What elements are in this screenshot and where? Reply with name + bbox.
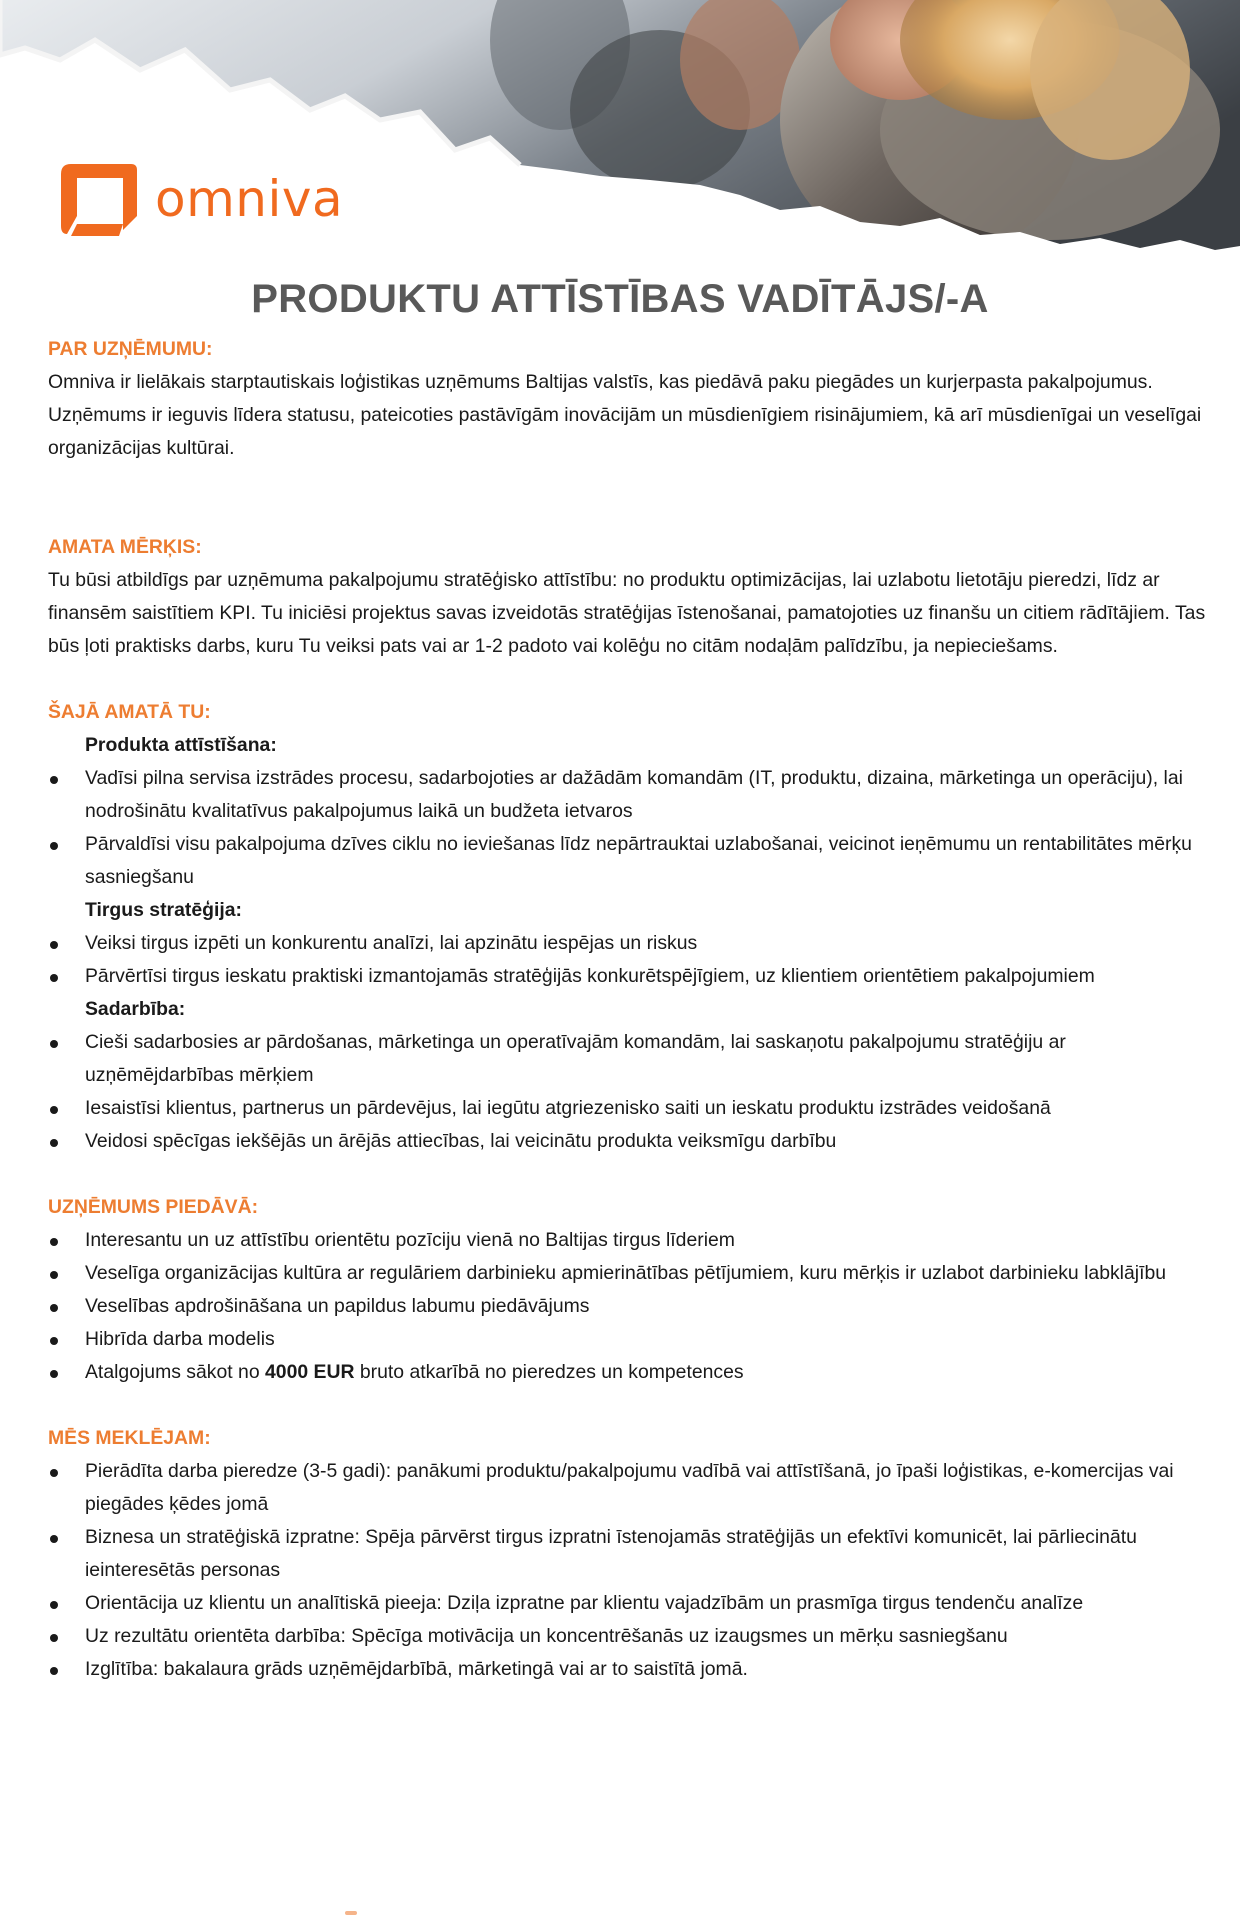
- brand-name: omniva: [155, 170, 344, 228]
- bullet-icon: [50, 1337, 58, 1345]
- list-item: [48, 1455, 1208, 1521]
- list-item: [48, 927, 1208, 960]
- about-heading: PAR UZŅĒMUMU:: [48, 338, 213, 360]
- list-item-text: Vadīsi pilna servisa izstrādes procesu, sadarbojoties ar dažādām komandām (IT, produktu, dizaina, mārketinga un operāciju), lai nodrošinātu kvalitatīvus pakalpojumus laikā un budžeta ietvaros: [85, 767, 1183, 822]
- list-item-text: Uz rezultātu orientēta darbība: Spēcīga motivācija un koncentrēšanās uz izaugsmes un mērķu sasniegšanu: [85, 1625, 1008, 1647]
- list-item-text: Biznesa un stratēģiskā izpratne: Spēja pārvērst tirgus izpratni īstenojamās stratēģijās un efektīvi komunicēt, lai pārliecinātu ieinteresētās personas: [85, 1526, 1137, 1581]
- about-section: [48, 333, 1208, 465]
- role-group-list: [48, 1026, 1208, 1158]
- list-item: [48, 1620, 1208, 1653]
- list-item: [48, 1521, 1208, 1587]
- list-item-text: Pārvaldīsi visu pakalpojuma dzīves ciklu no ieviešanas līdz nepārtrauktai uzlabošanai, veicinot ieņēmumu un rentabilitātes mērķu sasniegšanu: [85, 833, 1192, 888]
- job-description: [48, 333, 1208, 1686]
- list-item: [48, 828, 1208, 894]
- bullet-icon: [50, 1304, 58, 1312]
- bullet-icon: [50, 776, 58, 784]
- list-item-text: Veidosi spēcīgas iekšējās un ārējās attiecības, lai veicinātu produkta veiksmīgu darbību: [85, 1130, 837, 1152]
- goal-text: Tu būsi atbildīgs par uzņēmuma pakalpojumu stratēģisko attīstību: no produktu optimizācijas, lai uzlabotu lietotāju pieredzi, līdz ar finansēm saistītiem KPI. Tu iniciēsi projektus savas izveidotās stratēģijas īstenošanai, pamatojoties uz finanšu un citiem rādītājiem. Tas būs ļoti praktisks darbs, kuru Tu veiksi pats vai ar 1-2 padoto vai kolēģu no citām nodaļām palīdzību, ja nepieciešams.: [48, 569, 1206, 657]
- bullet-icon: [50, 1535, 58, 1543]
- list-item: [48, 1290, 1208, 1323]
- bullet-icon: [50, 1667, 58, 1675]
- list-item: [48, 960, 1208, 993]
- role-group-title: Sadarbība:: [85, 998, 186, 1020]
- role-heading: ŠAJĀ AMATĀ TU:: [48, 701, 211, 723]
- list-item: [48, 1653, 1208, 1686]
- role-group-title: Tirgus stratēģija:: [85, 899, 242, 921]
- offer-list: [48, 1224, 1208, 1389]
- footer-mark: [345, 1911, 357, 1915]
- seek-section: [48, 1422, 1208, 1686]
- list-item: [48, 762, 1208, 828]
- salary-prefix: Atalgojums sākot no: [85, 1361, 265, 1383]
- list-item: [48, 1224, 1208, 1257]
- list-item-text: Orientācija uz klientu un analītiskā pieeja: Dziļa izpratne par klientu vajadzībām un prasmīga tirgus tendenču analīze: [85, 1592, 1084, 1614]
- list-item-text: Veselības apdrošināšana un papildus labumu piedāvājums: [85, 1295, 590, 1317]
- role-section: [48, 696, 1208, 1158]
- bullet-icon: [50, 1370, 58, 1378]
- bullet-icon: [50, 1238, 58, 1246]
- bullet-icon: [50, 1601, 58, 1609]
- bullet-icon: [50, 941, 58, 949]
- offer-heading: UZŅĒMUMS PIEDĀVĀ:: [48, 1196, 259, 1218]
- seek-list: [48, 1455, 1208, 1686]
- role-group-list: [48, 927, 1208, 993]
- list-item-text: Iesaistīsi klientus, partnerus un pārdevējus, lai iegūtu atgriezenisko saiti un ieskatu produktu izstrādes veidošanā: [85, 1097, 1051, 1119]
- list-item: [48, 1125, 1208, 1158]
- list-item: [48, 1587, 1208, 1620]
- list-item: [48, 1026, 1208, 1092]
- page-title: PRODUKTU ATTĪSTĪBAS VADĪTĀJS/-A: [251, 276, 989, 321]
- bullet-icon: [50, 1040, 58, 1048]
- list-item-text: Cieši sadarbosies ar pārdošanas, mārketinga un operatīvajām komandām, lai saskaņotu pakalpojumu stratēģiju ar uzņēmējdarbības mērķiem: [85, 1031, 1066, 1086]
- list-item-text: Izglītība: bakalaura grāds uzņēmējdarbībā, mārketingā vai ar to saistītā jomā.: [85, 1658, 748, 1680]
- omniva-logo-icon: [57, 158, 142, 240]
- bullet-icon: [50, 842, 58, 850]
- goal-heading: AMATA MĒRĶIS:: [48, 536, 202, 558]
- goal-section: [48, 531, 1208, 663]
- omniva-logo: [57, 158, 343, 240]
- list-item-text: Pārvērtīsi tirgus ieskatu praktiski izmantojamās stratēģijās konkurētspējīgiem, uz klientiem orientētiem pakalpojumiem: [85, 965, 1095, 987]
- offer-section: [48, 1191, 1208, 1389]
- list-item-text: Hibrīda darba modelis: [85, 1328, 275, 1350]
- about-text: Omniva ir lielākais starptautiskais loģistikas uzņēmums Baltijas valstīs, kas piedāvā paku piegādes un kurjerpasta pakalpojumus. Uzņēmums ir ieguvis līdera statusu, pateicoties pastāvīgām inovācijām un mūsdienīgiem risinājumiem, kā arī mūsdienīgai un veselīgai organizācijas kultūrai.: [48, 371, 1202, 459]
- role-group-title: Produkta attīstīšana:: [85, 734, 277, 756]
- bullet-icon: [50, 1139, 58, 1147]
- list-item-text: Pierādīta darba pieredze (3-5 gadi): panākumi produktu/pakalpojumu vadībā vai attīstīšanā, jo īpaši loģistikas, e-komercijas vai piegādes ķēdes jomā: [85, 1460, 1174, 1515]
- list-item: [48, 1323, 1208, 1356]
- bullet-icon: [50, 1106, 58, 1114]
- list-item-text: Veselīga organizācijas kultūra ar regulāriem darbinieku apmierinātības pētījumiem, kuru mērķis ir uzlabot darbinieku labklājību: [85, 1262, 1167, 1284]
- bullet-icon: [50, 974, 58, 982]
- role-group-list: [48, 762, 1208, 894]
- list-item: [48, 1092, 1208, 1125]
- list-item-text: Interesantu un uz attīstību orientētu pozīciju vienā no Baltijas tirgus līderiem: [85, 1229, 735, 1251]
- bullet-icon: [50, 1634, 58, 1642]
- list-item-text: Veiksi tirgus izpēti un konkurentu analīzi, lai apzinātu iespējas un riskus: [85, 932, 698, 954]
- bullet-icon: [50, 1469, 58, 1477]
- salary-amount: 4000 EUR: [265, 1361, 355, 1383]
- bullet-icon: [50, 1271, 58, 1279]
- salary-suffix: bruto atkarībā no pieredzes un kompetences: [354, 1361, 744, 1383]
- salary-item: [48, 1356, 1208, 1389]
- list-item: [48, 1257, 1208, 1290]
- seek-heading: MĒS MEKLĒJAM:: [48, 1427, 211, 1449]
